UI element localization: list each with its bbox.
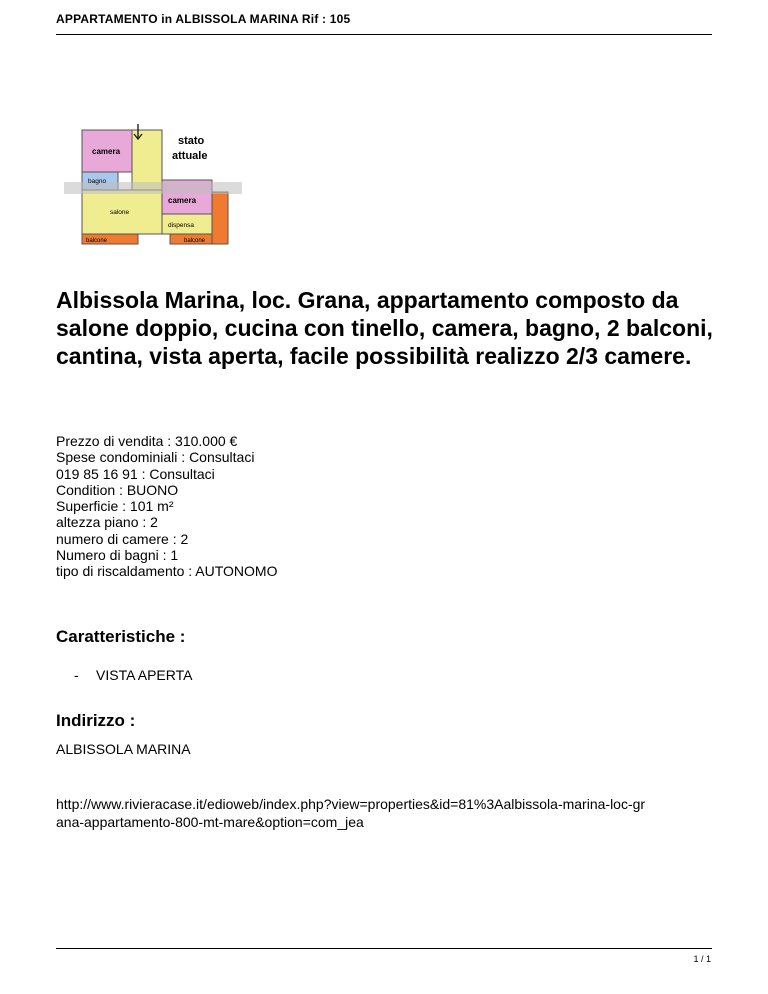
- address-heading: Indirizzo :: [56, 711, 136, 730]
- detail-condition: Condition : BUONO: [56, 481, 179, 498]
- floorplan-label-bagno: bagno: [88, 178, 107, 185]
- detail-condo-fees: Spese condominiali : Consultaci: [56, 449, 255, 466]
- property-link-line1[interactable]: http://www.rivieracase.it/edioweb/index.php?view=properties&id=81%3Aalbissola-marina-loc-gr: [56, 796, 646, 812]
- page-number: 1 / 1: [693, 954, 711, 964]
- floorplan-status-line2: attuale: [172, 150, 208, 162]
- footer-divider: [56, 948, 712, 949]
- document-header-title: APPARTAMENTO in ALBISSOLA MARINA Rif : 105: [56, 12, 351, 26]
- room-corridor: [132, 130, 162, 190]
- detail-heating: tipo di riscaldamento : AUTONOMO: [56, 563, 278, 580]
- floorplan-image: [56, 124, 246, 254]
- balcone-side: [212, 192, 228, 244]
- listing-title: Albissola Marina, loc. Grana, appartamento composto da salone doppio, cucina con tinello, camera, bagno, 2 balconi, cantina, vista aperta, facile possibilità realizzo 2/3 camere.: [56, 287, 713, 369]
- floorplan-label-salone: salone: [110, 209, 130, 216]
- list-dash: -: [74, 667, 79, 683]
- detail-surface: Superficie : 101 m²: [56, 498, 174, 515]
- floorplan-label-balcone-right: balcone: [184, 238, 206, 244]
- address-value: ALBISSOLA MARINA: [56, 741, 191, 757]
- property-details: [56, 433, 277, 580]
- features-heading: Caratteristiche :: [56, 627, 186, 646]
- feature-label: VISTA APERTA: [96, 667, 193, 683]
- header-divider: [56, 34, 712, 35]
- floorplan-label-balcone-left: balcone: [86, 238, 108, 244]
- detail-bathrooms: Numero di bagni : 1: [56, 547, 179, 564]
- detail-price: Prezzo di vendita : 310.000 €: [56, 433, 238, 449]
- detail-rooms: numero di camere : 2: [56, 530, 189, 547]
- floorplan-status-line1: stato: [178, 135, 205, 147]
- floorplan-label-camera2: camera: [168, 196, 197, 205]
- property-link-line2[interactable]: ana-appartamento-800-mt-mare&option=com_jea: [56, 814, 364, 830]
- floorplan-label-camera1: camera: [92, 147, 121, 156]
- property-link[interactable]: [56, 795, 716, 831]
- floorplan-label-dispensa: dispensa: [168, 222, 195, 229]
- detail-phone: 019 85 16 91 : Consultaci: [56, 465, 215, 482]
- features-list: [74, 667, 192, 683]
- list-item: [74, 667, 192, 683]
- detail-floor: altezza piano : 2: [56, 514, 158, 531]
